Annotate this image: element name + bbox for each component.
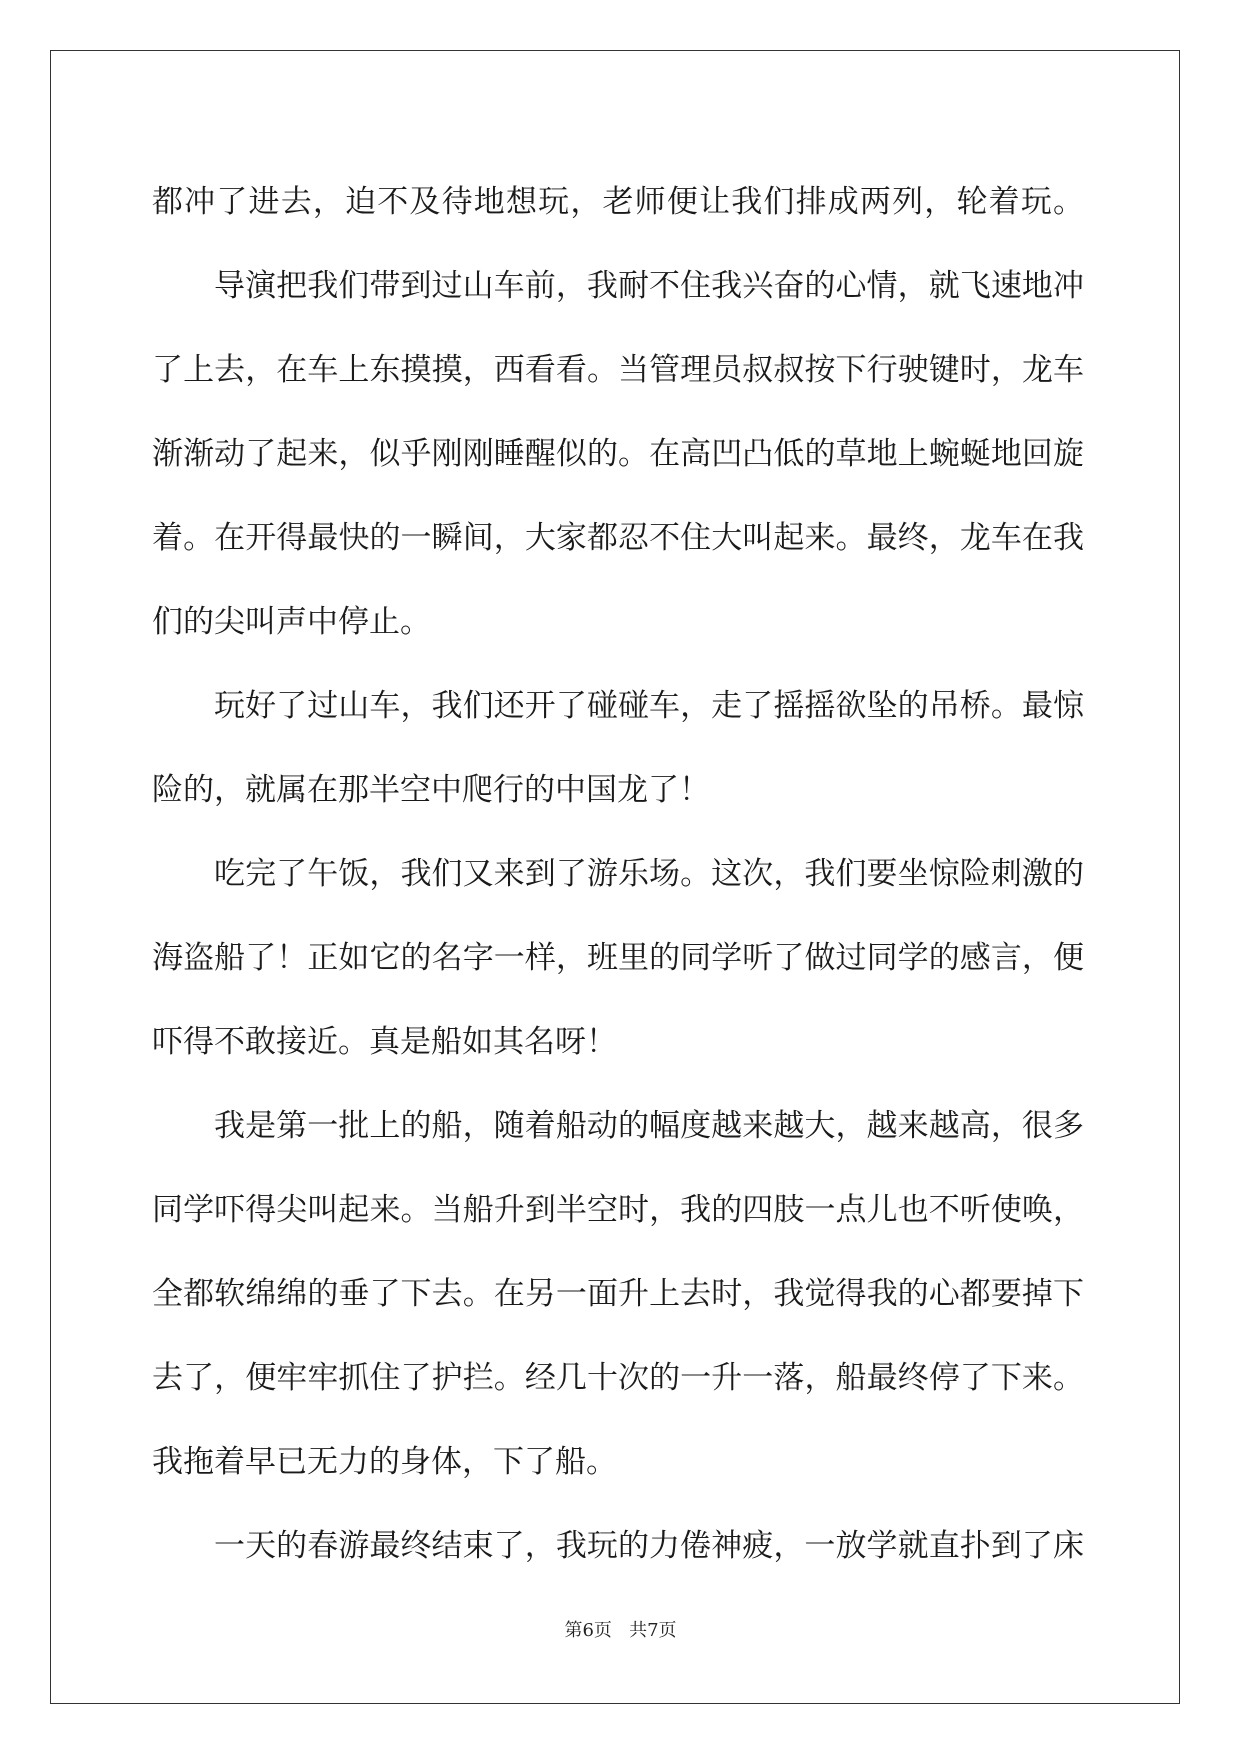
text-line: 都冲了进去，迫不及待地想玩，老师便让我们排成两列，轮着玩。 <box>152 184 1084 220</box>
text-line: 玩好了过山车，我们还开了碰碰车，走了摇摇欲坠的吊桥。最惊 <box>214 688 1084 724</box>
paragraph <box>152 664 1084 832</box>
text-line: 着。在开得最快的一瞬间，大家都忍不住大叫起来。最终，龙车在我 <box>152 520 1084 556</box>
text-line: 全都软绵绵的垂了下去。在另一面升上去时，我觉得我的心都要掉下 <box>152 1276 1084 1312</box>
text-line: 险的，就属在那半空中爬行的中国龙了！ <box>152 772 710 808</box>
text-line: 海盗船了！正如它的名字一样，班里的同学听了做过同学的感言，便 <box>152 940 1084 976</box>
text-line: 导演把我们带到过山车前，我耐不住我兴奋的心情，就飞速地冲 <box>214 268 1084 304</box>
paragraph <box>152 1084 1084 1504</box>
text-line: 们的尖叫声中停止。 <box>152 604 431 640</box>
text-line: 吃完了午饭，我们又来到了游乐场。这次，我们要坐惊险刺激的 <box>214 856 1084 892</box>
paragraph <box>152 160 1084 244</box>
text-line: 一天的春游最终结束了，我玩的力倦神疲，一放学就直扑到了床 <box>214 1528 1084 1564</box>
text-line: 我拖着早已无力的身体，下了船。 <box>152 1444 617 1480</box>
text-line: 吓得不敢接近。真是船如其名呀！ <box>152 1024 617 1060</box>
page-number: 第6页 <box>564 1620 612 1641</box>
text-line: 渐渐动了起来，似乎刚刚睡醒似的。在高凹凸低的草地上蜿蜒地回旋 <box>152 436 1084 472</box>
document-body <box>152 160 1084 1588</box>
text-line: 了上去，在车上东摸摸，西看看。当管理员叔叔按下行驶键时，龙车 <box>152 352 1084 388</box>
text-line: 我是第一批上的船，随着船动的幅度越来越大，越来越高，很多 <box>214 1108 1084 1144</box>
paragraph <box>152 832 1084 1084</box>
paragraph <box>152 244 1084 664</box>
page-footer <box>0 1616 1241 1642</box>
text-line: 同学吓得尖叫起来。当船升到半空时，我的四肢一点儿也不听使唤， <box>152 1192 1084 1228</box>
page-total: 共7页 <box>629 1620 677 1641</box>
text-line: 去了，便牢牢抓住了护拦。经几十次的一升一落，船最终停了下来。 <box>152 1360 1084 1396</box>
paragraph <box>152 1504 1084 1588</box>
